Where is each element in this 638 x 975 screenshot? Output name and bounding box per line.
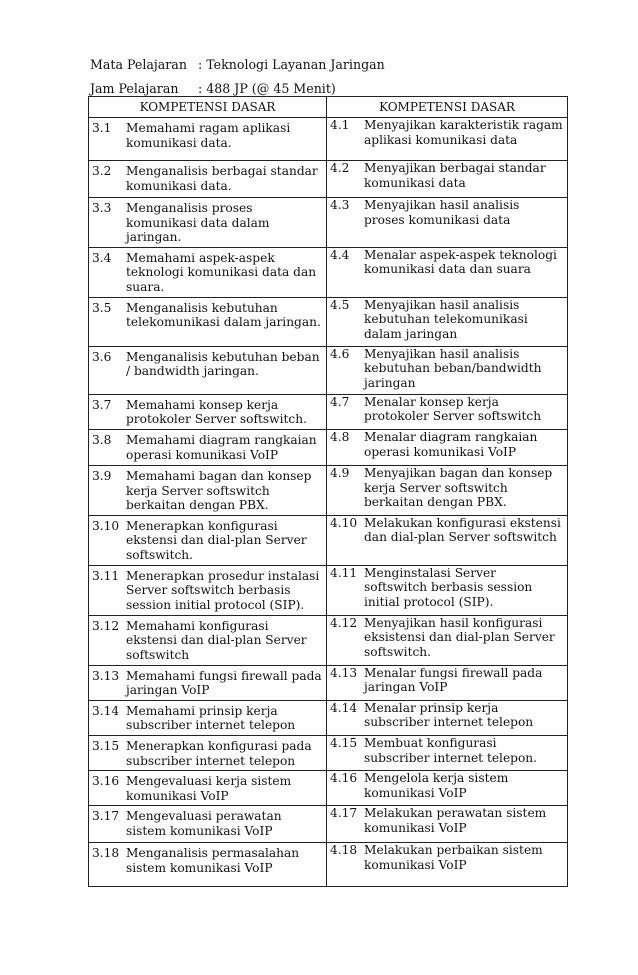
competency-number: 4.12: [330, 615, 358, 630]
hours-value: : 488 JP (@ 45 Menit): [198, 81, 336, 96]
table-row: [89, 665, 568, 700]
competency-text: Memahami diagram rangkaian operasi komunikasi VoIP: [126, 432, 317, 462]
competency-3-cell: [89, 297, 327, 346]
competency-number: 4.8: [330, 429, 350, 444]
competency-4-cell: [327, 565, 568, 615]
competency-text: Menerapkan konfigurasi pada subscriber internet telepon: [126, 738, 312, 768]
competency-number: 3.9: [92, 468, 112, 483]
competency-3-cell: [89, 118, 327, 161]
competency-text: Memahami ragam aplikasi komunikasi data.: [126, 121, 291, 150]
competency-number: 4.15: [330, 735, 358, 750]
subject-line: [90, 57, 385, 73]
competency-text: Menalar fungsi firewall pada jaringan VoIP: [364, 665, 543, 695]
table-row: [89, 394, 568, 429]
competency-number: 4.11: [330, 565, 358, 580]
competency-3-cell: [89, 429, 327, 465]
competency-number: 3.16: [92, 774, 120, 789]
competency-text: Menerapkan konfigurasi ekstensi dan dial-plan Server softswitch.: [126, 518, 307, 562]
competency-4-cell: [327, 465, 568, 515]
competency-3-cell: [89, 843, 327, 887]
competency-number: 3.12: [92, 618, 120, 633]
competency-number: 3.18: [92, 846, 120, 861]
competency-number: 3.15: [92, 738, 120, 753]
competency-text: Membuat konfigurasi subscriber internet telepon.: [364, 735, 538, 765]
competency-4-cell: [327, 735, 568, 770]
table-row: [89, 565, 568, 615]
hours-label: Jam Pelajaran: [90, 81, 179, 96]
competency-table: [88, 96, 568, 887]
competency-number: 3.7: [92, 397, 112, 412]
competency-text: Menyajikan karakteristik ragam aplikasi komunikasi data: [364, 118, 563, 147]
competency-number: 4.5: [330, 297, 350, 312]
competency-number: 3.8: [92, 432, 112, 447]
competency-text: Melakukan konfigurasi ekstensi dan dial-plan Server softswitch: [364, 515, 561, 545]
subject-label: Mata Pelajaran: [90, 57, 187, 72]
table-header-row: [89, 97, 568, 118]
hours-line: [90, 81, 336, 97]
competency-text: Melakukan perawatan sistem komunikasi VoIP: [364, 806, 547, 835]
competency-3-cell: [89, 515, 327, 565]
competency-number: 3.13: [92, 668, 120, 683]
competency-4-cell: [327, 118, 568, 161]
competency-number: 3.5: [92, 300, 112, 315]
competency-text: Menginstalasi Server softswitch berbasis session initial protocol (SIP).: [364, 565, 533, 609]
competency-text: Menalar prinsip kerja subscriber internet telepon: [364, 700, 534, 730]
competency-4-cell: [327, 843, 568, 887]
competency-text: Memahami aspek-aspek teknologi komunikasi data dan suara.: [126, 250, 317, 294]
competency-number: 4.3: [330, 198, 350, 212]
competency-text: Menyajikan hasil konfigurasi eksistensi dan dial-plan Server softswitch.: [364, 615, 555, 659]
competency-number: 4.1: [330, 118, 350, 132]
competency-text: Menyajikan hasil analisis kebutuhan beban/bandwidth jaringan: [364, 346, 542, 390]
competency-3-cell: [89, 394, 327, 429]
competency-4-cell: [327, 806, 568, 843]
competency-number: 4.18: [330, 843, 358, 858]
competency-text: Mengevaluasi kerja sistem komunikasi VoIP: [126, 774, 292, 803]
subject-value: : Teknologi Layanan Jaringan: [198, 57, 385, 72]
competency-3-cell: [89, 665, 327, 700]
table-body: [89, 118, 568, 887]
competency-text: Memahami bagan dan konsep kerja Server softswitch berkaitan dengan PBX.: [126, 468, 312, 513]
table-row: [89, 429, 568, 465]
table-row: [89, 735, 568, 770]
table-row: [89, 843, 568, 887]
competency-4-cell: [327, 247, 568, 297]
table-row: [89, 118, 568, 161]
competency-number: 4.6: [330, 346, 350, 361]
competency-4-cell: [327, 700, 568, 735]
table-row: [89, 771, 568, 806]
competency-number: 4.2: [330, 161, 350, 175]
table-row: [89, 346, 568, 394]
competency-text: Menalar konsep kerja protokoler Server softswitch: [364, 394, 542, 424]
competency-3-cell: [89, 247, 327, 297]
table-row: [89, 198, 568, 248]
header-right: KOMPETENSI DASAR: [327, 97, 568, 118]
competency-number: 3.1: [92, 121, 112, 135]
table-row: [89, 515, 568, 565]
competency-3-cell: [89, 565, 327, 615]
competency-number: 3.17: [92, 809, 120, 824]
competency-text: Menganalisis permasalahan sistem komunikasi VoIP: [126, 846, 300, 875]
competency-text: Menerapkan prosedur instalasi Server softswitch berbasis session initial protocol (SIP).: [126, 568, 320, 612]
competency-number: 4.13: [330, 665, 358, 680]
competency-number: 3.10: [92, 518, 120, 533]
competency-4-cell: [327, 394, 568, 429]
competency-4-cell: [327, 665, 568, 700]
competency-number: 3.6: [92, 349, 112, 364]
competency-text: Memahami prinsip kerja subscriber internet telepon: [126, 703, 296, 733]
competency-text: Menganalisis kebutuhan beban / bandwidth jaringan.: [126, 349, 320, 379]
competency-3-cell: [89, 198, 327, 248]
competency-text: Menganalisis kebutuhan telekomunikasi dalam jaringan.: [126, 300, 321, 330]
competency-number: 3.14: [92, 703, 120, 718]
competency-3-cell: [89, 700, 327, 735]
table-row: [89, 247, 568, 297]
competency-text: Memahami konsep kerja protokoler Server softswitch.: [126, 397, 307, 427]
competency-number: 3.11: [92, 568, 120, 583]
competency-text: Menganalisis proses komunikasi data dalam jaringan.: [126, 201, 270, 245]
table-row: [89, 615, 568, 665]
competency-4-cell: [327, 615, 568, 665]
header-left: KOMPETENSI DASAR: [89, 97, 327, 118]
competency-3-cell: [89, 465, 327, 515]
competency-3-cell: [89, 161, 327, 198]
competency-text: Memahami fungsi firewall pada jaringan VoIP: [126, 668, 322, 698]
competency-number: 4.7: [330, 394, 350, 409]
competency-number: 4.16: [330, 771, 358, 786]
competency-3-cell: [89, 735, 327, 770]
competency-4-cell: [327, 346, 568, 394]
competency-text: Menyajikan bagan dan konsep kerja Server softswitch berkaitan dengan PBX.: [364, 465, 553, 510]
competency-text: Menyajikan hasil analisis kebutuhan telekomunikasi dalam jaringan: [364, 297, 528, 341]
table-row: [89, 700, 568, 735]
competency-text: Menalar aspek-aspek teknologi komunikasi data dan suara: [364, 247, 557, 277]
competency-text: Menyajikan berbagai standar komunikasi data: [364, 161, 546, 190]
competency-text: Menyajikan hasil analisis proses komunikasi data: [364, 198, 520, 227]
competency-number: 4.14: [330, 700, 358, 715]
competency-text: Menalar diagram rangkaian operasi komunikasi VoIP: [364, 429, 538, 459]
table-row: [89, 465, 568, 515]
competency-number: 4.4: [330, 247, 350, 262]
competency-4-cell: [327, 198, 568, 248]
competency-text: Mengelola kerja sistem komunikasi VoIP: [364, 771, 509, 800]
competency-3-cell: [89, 615, 327, 665]
competency-number: 4.10: [330, 515, 358, 530]
competency-4-cell: [327, 429, 568, 465]
competency-4-cell: [327, 297, 568, 346]
table-row: [89, 161, 568, 198]
competency-4-cell: [327, 771, 568, 806]
table-row: [89, 297, 568, 346]
competency-3-cell: [89, 806, 327, 843]
competency-number: 3.4: [92, 250, 112, 265]
competency-3-cell: [89, 771, 327, 806]
competency-text: Memahami konfigurasi ekstensi dan dial-plan Server softswitch: [126, 618, 307, 662]
competency-text: Menganalisis berbagai standar komunikasi data.: [126, 164, 318, 193]
competency-3-cell: [89, 346, 327, 394]
table-row: [89, 806, 568, 843]
competency-4-cell: [327, 161, 568, 198]
competency-number: 3.3: [92, 201, 112, 215]
competency-text: Melakukan perbaikan sistem komunikasi VoIP: [364, 843, 543, 872]
competency-number: 3.2: [92, 164, 112, 178]
competency-text: Mengevaluasi perawatan sistem komunikasi VoIP: [126, 809, 282, 838]
competency-4-cell: [327, 515, 568, 565]
competency-number: 4.17: [330, 806, 358, 821]
competency-number: 4.9: [330, 465, 350, 480]
